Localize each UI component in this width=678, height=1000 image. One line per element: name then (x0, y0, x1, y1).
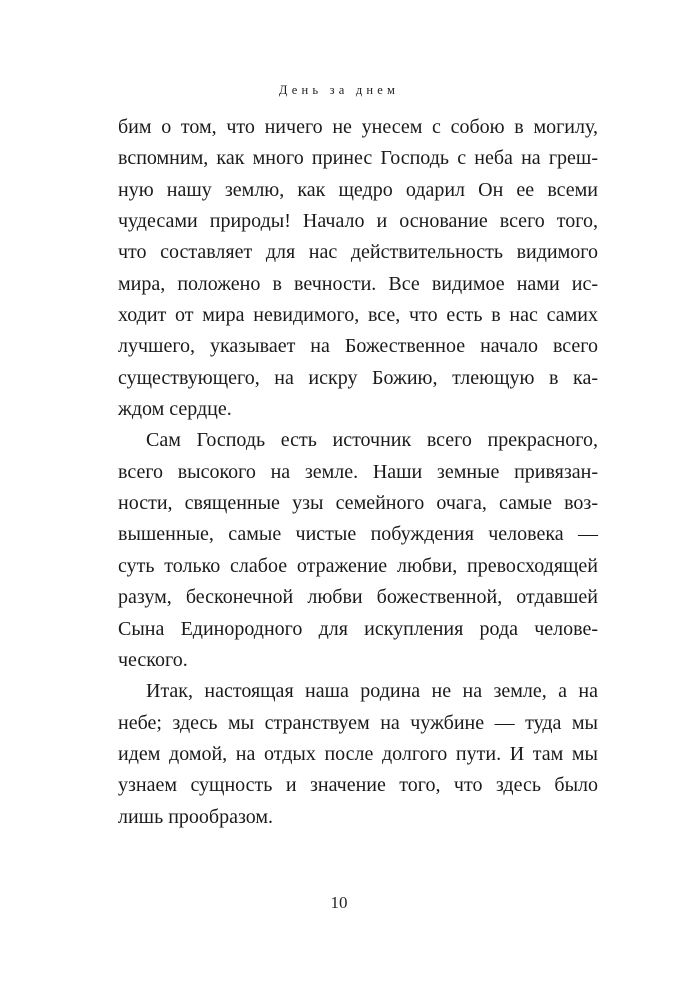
text-line: Сам Господь есть источник всего прекрасного, (146, 429, 598, 452)
text-line: Итак, настоящая наша родина не на земле, а на (146, 680, 598, 703)
text-line: лучшего, указывает на Божественное начало всего (118, 335, 598, 358)
body-text (118, 112, 598, 833)
text-line: Сына Единородного для искупления рода челове- (118, 617, 598, 640)
text-line: ности, священные узы семейного очага, самые воз- (118, 492, 598, 515)
text-line: узнаем сущность и значение того, что здесь было (118, 774, 598, 797)
text-line: мира, положено в вечности. Все видимое нами ис- (118, 272, 598, 295)
text-line: идем домой, на отдых после долгого пути. И там мы (118, 742, 598, 765)
text-line: суть только слабое отражение любви, превосходящей (118, 554, 598, 577)
text-line: небе; здесь мы странствуем на чужбине — туда мы (118, 711, 598, 734)
text-line: ную нашу землю, как щедро одарил Он ее всеми (118, 178, 598, 201)
text-line: всего высокого на земле. Наши земные привязан- (118, 460, 598, 483)
text-line: ходит от мира невидимого, все, что есть в нас самих (118, 304, 598, 327)
text-line: вышенные, самые чистые побуждения человека — (118, 523, 598, 546)
text-line: что составляет для нас действительность видимого (118, 241, 598, 264)
text-line: чудесами природы! Начало и основание всего того, (118, 210, 598, 233)
text-line: ждом сердце. (118, 398, 232, 421)
page-number: 10 (330, 893, 348, 912)
text-line: существующего, на искру Божию, тлеющую в ка- (118, 366, 598, 389)
text-line: лишь прообразом. (118, 805, 274, 828)
text-line: разум, бесконечной любви божественной, отдавшей (118, 586, 598, 609)
text-line: вспомним, как много принес Господь с неба на греш- (118, 147, 598, 170)
text-line: бим о том, что ничего не унесем с собою в могилу, (118, 116, 598, 138)
running-header: День за днем (278, 83, 400, 97)
text-line: ческого. (118, 648, 188, 671)
